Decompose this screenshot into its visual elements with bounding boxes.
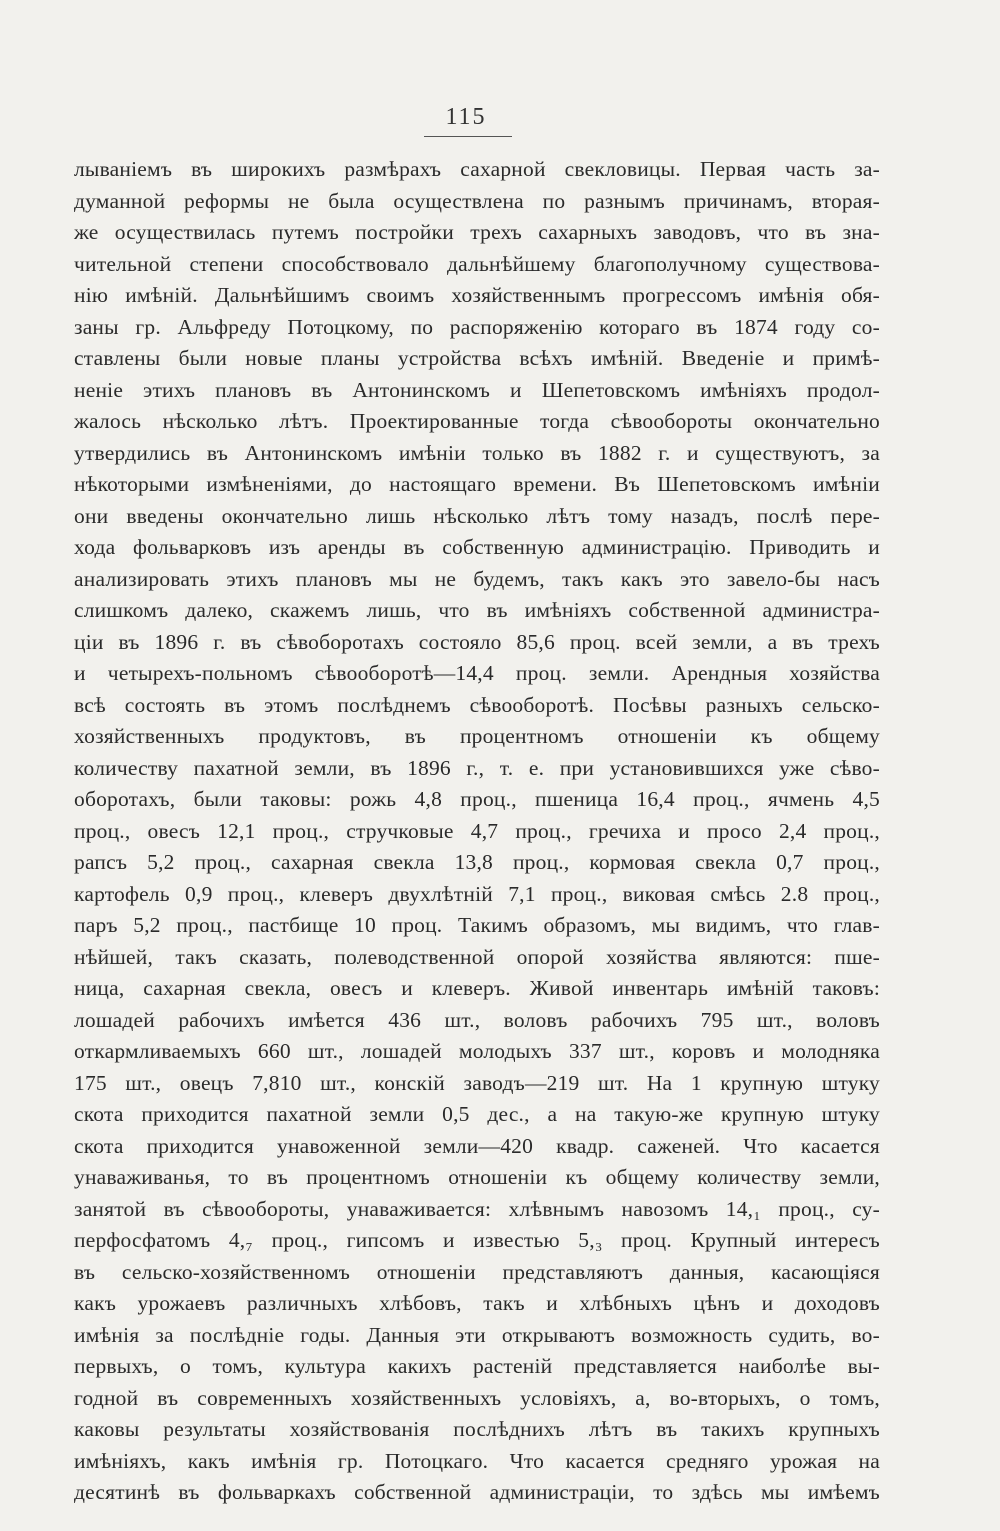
- body-text: [74, 154, 880, 1509]
- text-line: всѣ состоять въ этомъ послѣднемъ сѣвооборотѣ. Посѣвы разныхъ сельско-: [74, 692, 880, 717]
- text-line: какъ урожаевъ различныхъ хлѣбовъ, такъ и хлѣбныхъ цѣнъ и доходовъ: [74, 1291, 880, 1315]
- text-line: паръ 5,2 проц., пастбище 10 проц. Такимъ образомъ, мы видимъ, что глав-: [74, 913, 880, 937]
- text-line: чительной степени способствовало дальнѣйшему благополучному существова-: [74, 251, 880, 276]
- text-line: лошадей рабочихъ имѣется 436 шт., воловъ рабочихъ 795 шт., воловъ: [74, 1007, 880, 1032]
- text-line: заны гр. Альфреду Потоцкому, по распоряженію котораго въ 1874 году со-: [74, 314, 880, 339]
- text-line: же осуществилась путемъ постройки трехъ сахарныхъ заводовъ, что въ зна-: [74, 220, 880, 244]
- text-line: первыхъ, о томъ, культура какихъ растеній представляется наиболѣе вы-: [74, 1354, 880, 1378]
- text-line: неніе этихъ плановъ въ Антонинскомъ и Шепетовскомъ имѣніяхъ продол-: [74, 377, 880, 402]
- text-line: имѣніяхъ, какъ имѣнія гр. Потоцкаго. Что касается средняго урожая на: [74, 1448, 880, 1473]
- page-number: 115: [445, 104, 487, 130]
- text-line: въ сельско-хозяйственномъ отношеніи представляютъ данныя, касающіяся: [74, 1259, 880, 1284]
- text-line: скота приходится пахатной земли 0,5 дес., а на такую-же крупную штуку: [74, 1102, 880, 1126]
- text-line: унаваживанья, то въ процентномъ отношеніи къ общему количеству земли,: [74, 1165, 880, 1189]
- text-line: рапсъ 5,2 проц., сахарная свекла 13,8 проц., кормовая свекла 0,7 проц.,: [74, 850, 880, 874]
- text-line: лываніемъ въ широкихъ размѣрахъ сахарной свекловицы. Первая часть за-: [74, 157, 880, 181]
- text-line: нѣйшей, такъ сказать, полеводственной опорой хозяйства являются: пше-: [74, 944, 880, 969]
- text-line: имѣнія за послѣдніе годы. Данныя эти открываютъ возможность судить, во-: [74, 1322, 880, 1347]
- text-line: занятой въ сѣвообороты, унаваживается: хлѣвнымъ навозомъ 14,₁ проц., су-: [74, 1196, 880, 1221]
- text-line: скота приходится унавоженной земли—420 квадр. саженей. Что касается: [74, 1133, 880, 1158]
- text-line: хода фольварковъ изъ аренды въ собственную администрацію. Приводить и: [74, 535, 880, 559]
- text-line: проц., овесъ 12,1 проц., стручковые 4,7 проц., гречиха и просо 2,4 проц.,: [74, 818, 880, 843]
- text-line: годной въ современныхъ хозяйственныхъ условіяхъ, а, во-вторыхъ, о томъ,: [74, 1385, 880, 1410]
- text-line: оборотахъ, были таковы: рожь 4,8 проц., пшеница 16,4 проц., ячмень 4,5: [74, 787, 880, 811]
- text-line: десятинѣ въ фольваркахъ собственной администраціи, то здѣсь мы имѣемъ: [74, 1480, 880, 1504]
- text-line: откармливаемыхъ 660 шт., лошадей молодыхъ 337 шт., коровъ и молодняка: [74, 1039, 880, 1063]
- text-line: перфосфатомъ 4,₇ проц., гипсомъ и известью 5,₃ проц. Крупный интересъ: [74, 1228, 880, 1252]
- text-line: ставлены были новые планы устройства всѣхъ имѣній. Введеніе и примѣ-: [74, 346, 880, 370]
- text-line: анализировать этихъ плановъ мы не будемъ, такъ какъ это завело-бы насъ: [74, 566, 880, 591]
- page-number-rule: [424, 136, 512, 137]
- text-line: хозяйственныхъ продуктовъ, въ процентномъ отношеніи къ общему: [74, 724, 880, 748]
- text-line: нію имѣній. Дальнѣйшимъ своимъ хозяйственнымъ прогрессомъ имѣнія обя-: [74, 283, 880, 307]
- text-line: утвердились въ Антонинскомъ имѣніи только въ 1882 г. и существуютъ, за: [74, 440, 880, 465]
- text-line: жалось нѣсколько лѣтъ. Проектированные тогда сѣвообороты окончательно: [74, 409, 880, 433]
- text-line: ціи въ 1896 г. въ сѣвоборотахъ состояло 85,6 проц. всей земли, а въ трехъ: [74, 629, 880, 654]
- text-line: картофель 0,9 проц., клеверъ двухлѣтній 7,1 проц., виковая смѣсь 2.8 проц.,: [74, 881, 880, 906]
- text-line: нѣкоторыми измѣненіями, до настоящаго времени. Въ Шепетовскомъ имѣніи: [74, 472, 880, 496]
- text-line: и четырехъ-польномъ сѣвооборотѣ—14,4 проц. земли. Арендныя хозяйства: [74, 661, 880, 685]
- text-line: они введены окончательно лишь нѣсколько лѣтъ тому назадъ, послѣ пере-: [74, 503, 880, 528]
- text-line: думанной реформы не была осуществлена по разнымъ причинамъ, вторая-: [74, 188, 880, 213]
- text-line: слишкомъ далеко, скажемъ лишь, что въ имѣніяхъ собственной администра-: [74, 598, 880, 622]
- text-line: ница, сахарная свекла, овесъ и клеверъ. Живой инвентарь имѣній таковъ:: [74, 976, 880, 1000]
- text-line: 175 шт., овецъ 7,810 шт., конскій заводъ—219 шт. На 1 крупную штуку: [74, 1070, 880, 1095]
- text-line: количеству пахатной земли, въ 1896 г., т. е. при установившихся уже сѣво-: [74, 755, 880, 780]
- text-line: каковы результаты хозяйствованія послѣднихъ лѣтъ въ такихъ крупныхъ: [74, 1417, 880, 1441]
